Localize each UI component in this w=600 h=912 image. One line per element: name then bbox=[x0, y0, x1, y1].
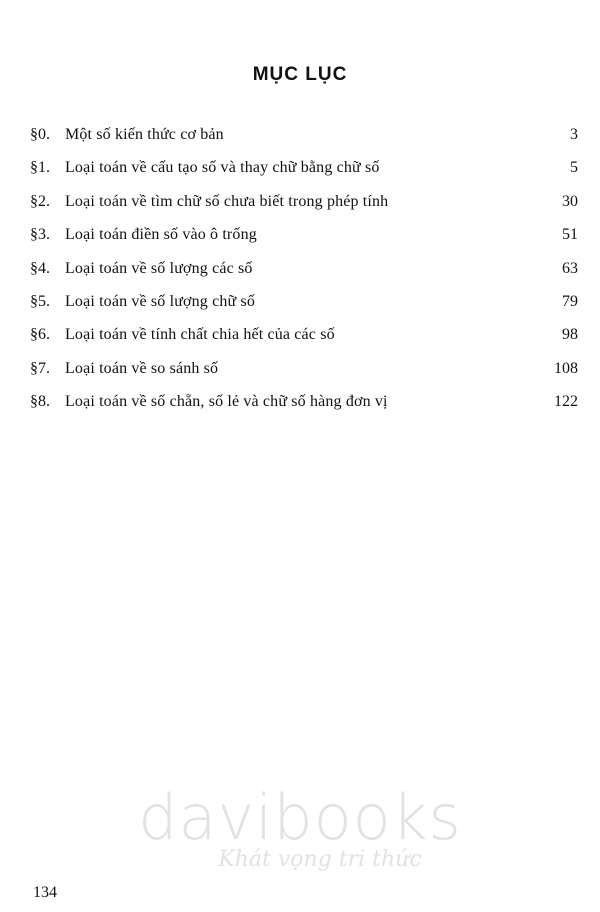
toc-entry[interactable] bbox=[30, 360, 578, 393]
toc-entry-page: 30 bbox=[562, 192, 578, 210]
toc-entry-number: §3. bbox=[30, 226, 50, 244]
toc-entry[interactable] bbox=[30, 126, 578, 159]
toc-entry[interactable] bbox=[30, 260, 578, 293]
toc-entry-title: Loại toán về số chẵn, số lẻ và chữ số hàng đơn vị bbox=[65, 393, 388, 411]
toc-entry-title: Loại toán về số lượng chữ số bbox=[65, 292, 255, 310]
toc-entry-number: §0. bbox=[30, 126, 50, 143]
toc-entry[interactable] bbox=[30, 326, 578, 359]
watermark-brand: davibooks bbox=[138, 781, 462, 854]
toc-entry-page: 3 bbox=[570, 126, 578, 143]
toc-entry-title: Một số kiến thức cơ bản bbox=[65, 126, 224, 143]
toc-entry-number: §7. bbox=[30, 359, 50, 377]
toc-entry-number: §4. bbox=[30, 259, 50, 277]
toc-entry[interactable] bbox=[30, 159, 578, 192]
toc-entry-page: 98 bbox=[562, 326, 578, 344]
toc-entry-page: 122 bbox=[554, 393, 578, 411]
toc-entry-number: §1. bbox=[30, 159, 50, 177]
toc-entry-title: Loại toán về tìm chữ số chưa biết trong phép tính bbox=[65, 192, 389, 210]
toc-entry-title: Loại toán về tính chất chia hết của các số bbox=[65, 326, 335, 344]
toc-entry-title: Loại toán về số lượng các số bbox=[65, 259, 253, 277]
toc-entry-number: §6. bbox=[30, 326, 50, 344]
toc-entry-title: Loại toán về cấu tạo số và thay chữ bằng chữ số bbox=[65, 159, 380, 177]
toc-entry[interactable] bbox=[30, 393, 578, 426]
toc-entry[interactable] bbox=[30, 226, 578, 259]
page-number: 134 bbox=[33, 884, 57, 901]
toc-entry-page: 51 bbox=[562, 226, 578, 244]
toc-entry-number: §2. bbox=[30, 192, 50, 210]
page-title: MỤC LỤC bbox=[252, 64, 348, 85]
toc-entry-page: 63 bbox=[562, 259, 578, 277]
table-of-contents bbox=[30, 126, 578, 427]
toc-entry-page: 5 bbox=[570, 159, 578, 177]
toc-entry[interactable] bbox=[30, 193, 578, 226]
toc-entry[interactable] bbox=[30, 293, 578, 326]
toc-entry-page: 79 bbox=[562, 292, 578, 310]
toc-entry-page: 108 bbox=[554, 359, 578, 377]
watermark bbox=[0, 781, 600, 872]
toc-entry-title: Loại toán điền số vào ô trống bbox=[65, 226, 257, 244]
watermark-tagline: Khát vọng tri thức bbox=[218, 847, 422, 872]
toc-entry-number: §8. bbox=[30, 393, 50, 411]
toc-entry-title: Loại toán về so sánh số bbox=[65, 359, 219, 377]
toc-entry-number: §5. bbox=[30, 292, 50, 310]
